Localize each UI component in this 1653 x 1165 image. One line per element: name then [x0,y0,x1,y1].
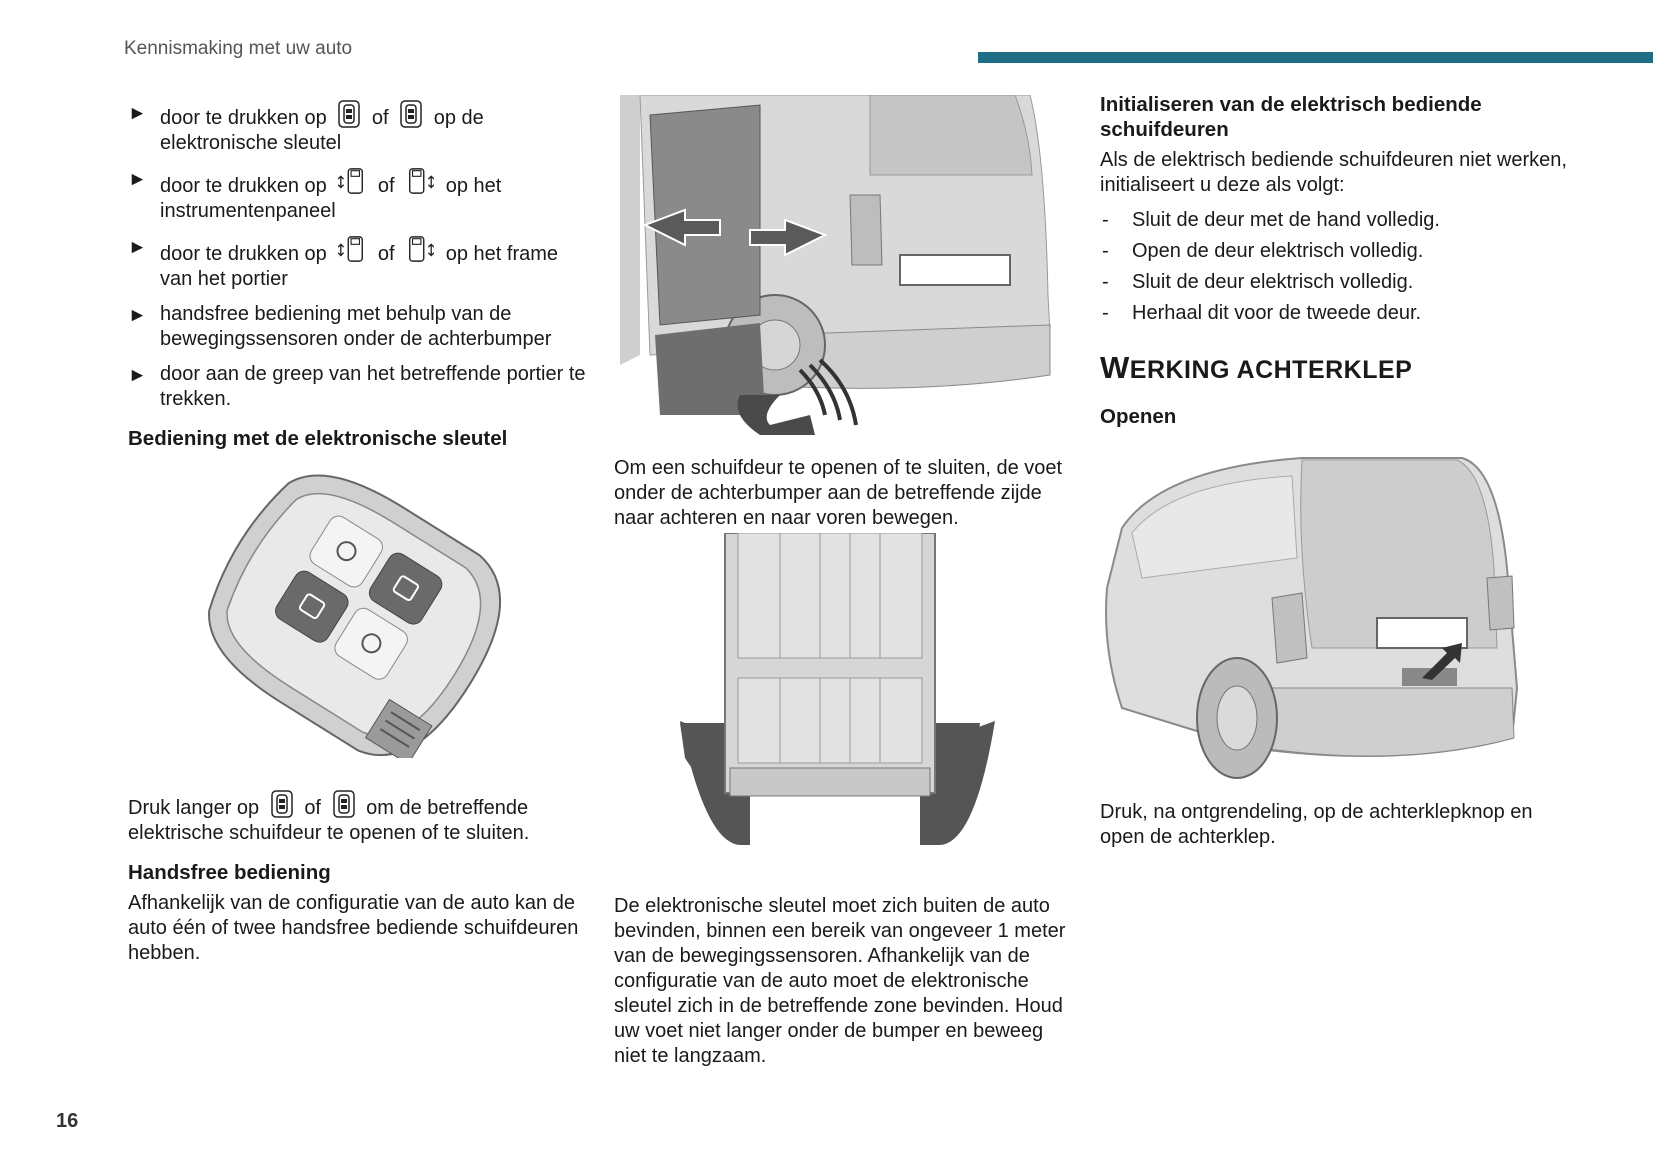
heading-handsfree: Handsfree bediening [128,861,331,884]
van-tailgate-illustration [1102,448,1522,786]
sliding-door-switch-icon [338,234,366,264]
triangle-bullet-icon: ► [128,169,147,190]
tailgate-caption: Druk, na ontgrendeling, op de achterklepknop en open de achterklep. [1100,801,1533,848]
header-title: Kennismaking met uw auto [124,38,353,59]
bullet-item: ► door te drukken op of op het frame van het portier [128,234,588,292]
sliding-door-switch-icon [406,166,434,196]
bullet-item: ► handsfree bediening met behulp van de bewegingssensoren onder de achterbumper [128,303,552,350]
electronic-key-illustration [190,468,520,758]
column-right [1100,92,1570,435]
sliding-door-switch-icon [338,166,366,196]
van-rear-sliding-door-illustration [620,95,1052,440]
list-item: - Sluit de deur elektrisch volledig. [1102,271,1414,293]
van-top-view-detection-zones-illustration [680,533,1000,845]
heading-initialise: Initialiseren van de elektrisch bediende schuifdeuren [1100,93,1482,141]
key-door-button-icon [333,790,355,818]
list-item: - Open de deur elektrisch volledig. [1102,240,1424,262]
page-number: 16 [56,1110,79,1132]
header-accent-bar [978,52,1653,63]
heading-open: Openen [1100,405,1177,428]
bullet-item: ► door te drukken op of op de elektronische sleutel [128,100,588,156]
triangle-bullet-icon: ► [128,305,147,326]
range-caption-block [614,894,1074,1069]
triangle-bullet-icon: ► [128,237,147,258]
key-door-button-icon [271,790,293,818]
sensor-caption-block [614,456,1074,531]
triangle-bullet-icon: ► [128,103,147,124]
key-door-button-icon [400,100,422,128]
key-door-button-icon [338,100,360,128]
range-caption: De elektronische sleutel moet zich buiten de auto bevinden, binnen een bereik van ongeveer 1 meter van de bewegingssensoren. Afhankelijk van de configuratie van de auto moet de elektronische sleutel zich in de betreffende zone bevinden. Houd uw voet niet langer onder de bumper en beweeg niet te langzaam. [614,895,1066,1067]
bullet-item: ► door aan de greep van het betreffende portier te trekken. [128,363,586,410]
list-item: - Herhaal dit voor de tweede deur. [1102,302,1422,324]
key-caption: Druk langer op of om de betreffende elektrische schuifdeur te openen of te sluiten. [128,790,588,846]
column-left [128,100,588,457]
bullet-item: ► door te drukken op of op het instrumentenpaneel [128,166,588,224]
section-title-tailgate: WERKING ACHTERKLEP [1100,350,1413,385]
key-caption-block [128,790,588,966]
sensor-caption: Om een schuifdeur te openen of te sluiten, de voet onder de achterbumper aan de betreffende zijde naar achteren en naar voren bewegen. [614,457,1063,529]
handsfree-text: Afhankelijk van de configuratie van de auto kan de auto één of twee handsfree bediende schuifdeuren hebben. [128,892,579,964]
initialise-intro: Als de elektrisch bediende schuifdeuren niet werken, initialiseert u deze als volgt: [1100,149,1567,196]
tailgate-caption-block [1100,800,1570,850]
sliding-door-switch-icon [406,234,434,264]
triangle-bullet-icon: ► [128,365,147,386]
heading-key-control: Bediening met de elektronische sleutel [128,427,508,450]
list-item: - Sluit de deur met de hand volledig. [1102,209,1440,231]
